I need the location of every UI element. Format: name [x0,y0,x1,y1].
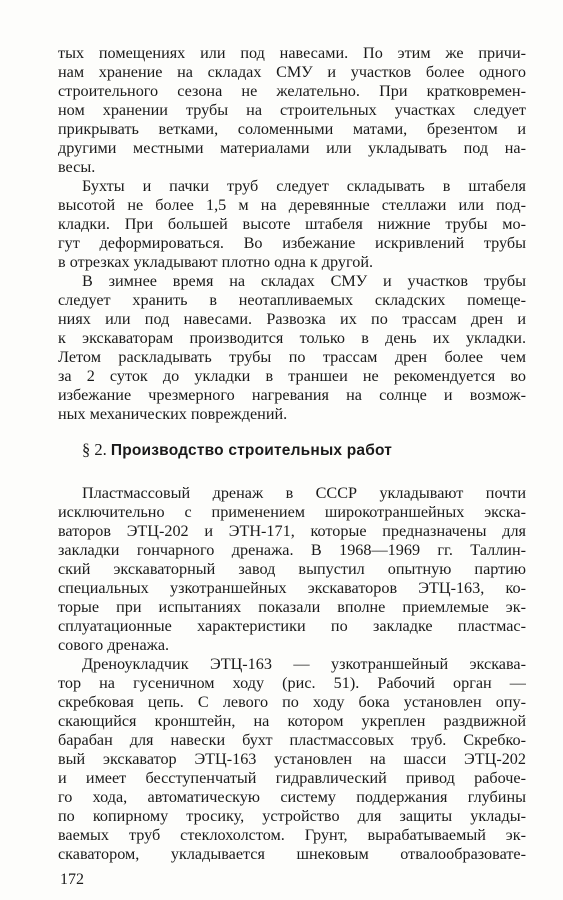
text-line: ном хранении трубы на строительных участках следует [58,101,526,119]
text-line: Бухты и пачки труб следует складывать в штабеля [82,177,526,195]
text-line: к экскаваторам производится только в день их укладки. [58,329,526,347]
page-number: 172 [60,871,84,888]
text-line: по копирному тросику, устройство для защиты уклады- [58,807,526,825]
text-line: скающийся кронштейн, на котором укреплен раздвижной [58,712,526,730]
text-line: специальных узкотраншейных экскаваторов ЭТЦ-163, ко- [58,579,526,597]
text-line: за 2 суток до укладки в траншеи не рекомендуется во [58,367,526,385]
text-line: избежание чрезмерного нагревания на солнце и возмож- [58,386,526,404]
text-line: Пластмассовый дренаж в СССР укладывают почти [82,484,526,502]
text-line: В зимнее время на складах СМУ и участков трубы [82,272,526,290]
text-line: го хода, автоматическую систему поддержания глубины [58,788,526,806]
text-line: торые при испытаниях показали вполне приемлемые эк- [58,598,526,616]
text-line: прикрывать ветками, соломенными матами, брезентом и [58,120,526,138]
text-line: высотой не более 1,5 м на деревянные стеллажи или под- [58,196,526,214]
text-line: строительного сезона не желательно. При кратковремен- [58,82,526,100]
text-line: в отрезках укладывают плотно одна к другой. [58,253,374,271]
section-title: Производство строительных работ [110,442,393,459]
section-number: § 2. [82,440,107,459]
text-line: закладки гончарного дренажа. В 1968—1969 гг. Таллин- [58,541,526,559]
text-line: ваторов ЭТЦ-202 и ЭТН-171, которые предназначены для [58,522,526,540]
text-line: и имеет бесступенчатый гидравлический привод рабоче- [58,769,526,787]
text-line: Дреноукладчик ЭТЦ-163 — узкотраншейный экскава- [82,655,526,673]
text-line: скребковая цепь. С левого по ходу бока установлен опу- [58,693,526,711]
text-line: тор на гусеничном ходу (рис. 51). Рабочий орган — [58,674,526,692]
text-line: ваемых труб стеклохолстом. Грунт, вырабатываемый эк- [58,826,526,844]
text-line: барабан для навески бухт пластмассовых труб. Скребко- [58,731,526,749]
text-line: сплуатационные характеристики по закладке пластмас- [58,617,526,635]
text-line: ниях или под навесами. Развозка их по трассам дрен и [58,310,526,328]
text-line: ных механических повреждений. [58,405,288,423]
text-line: ский экскаваторный завод выпустил опытную партию [58,560,526,578]
text-line: весы. [58,158,96,176]
text-line: другими местными материалами или укладывать под на- [58,139,526,157]
text-line: следует хранить в неотапливаемых складских помеще- [58,291,526,309]
text-line: скаватором, укладывается шнековым отвалообразовате- [58,845,526,863]
text-line: вый экскаватор ЭТЦ-163 установлен на шасси ЭТЦ-202 [58,750,526,768]
text-line: исключительно с применением широкотраншейных экска- [58,503,526,521]
text-line: Летом раскладывать трубы по трассам дрен более чем [58,348,526,366]
text-line: сового дренажа. [58,636,170,654]
text-line: тых помещениях или под навесами. По этим же причи- [58,44,526,62]
text-line: кладки. При большей высоте штабеля нижние трубы мо- [58,215,526,233]
text-line: нам хранение на складах СМУ и участков более одного [58,63,526,81]
text-line: гут деформироваться. Во избежание искривлений трубы [58,234,526,252]
section-heading [82,440,392,460]
